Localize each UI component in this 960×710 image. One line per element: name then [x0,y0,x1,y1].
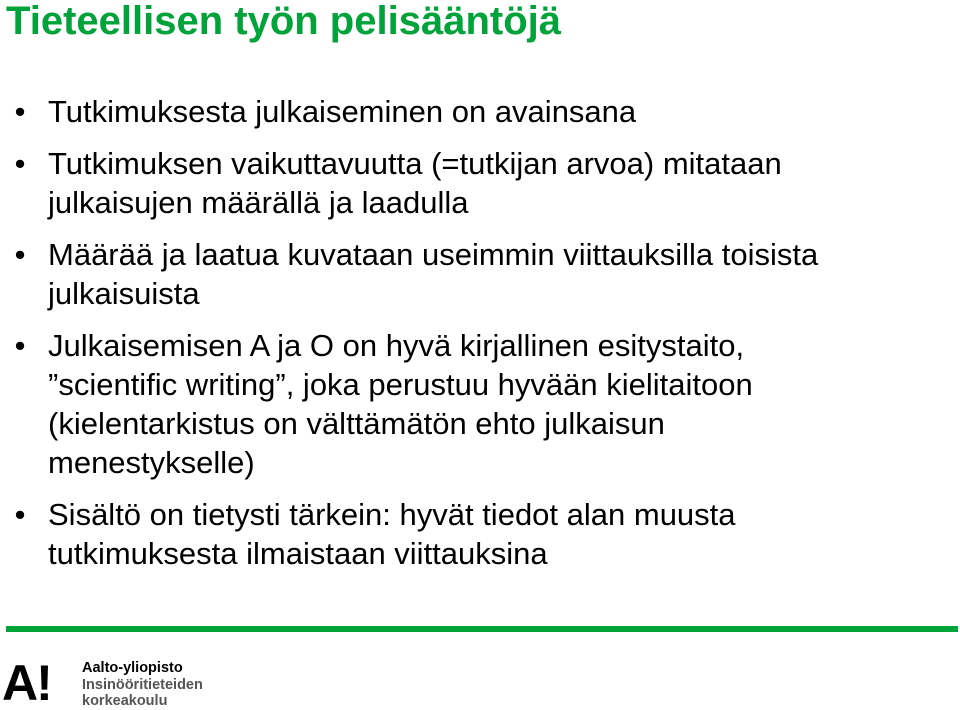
bullet-text-line: julkaisuista [48,276,200,311]
bullet-text-line: menestykselle) [48,445,255,480]
bullet-marker: • [14,146,26,181]
bullet-item [0,326,960,482]
slide-title: Tieteellisen työn pelisääntöjä [6,0,561,43]
bullet-text-line: Tutkimuksen vaikuttavuutta (=tutkijan arvoa) mitataan [48,146,782,181]
bullet-text-line: tutkimuksesta ilmaistaan viittauksina [48,536,548,571]
bullet-text-line: Julkaisemisen A ja O on hyvä kirjallinen esitystaito, [48,328,745,363]
bullet-marker: • [14,497,26,532]
bullet-text-line: (kielentarkistus on välttämätön ehto julkaisun [48,406,665,441]
logo-line-university: Aalto-yliopisto [82,660,183,676]
bullet-item [0,235,960,313]
bullet-list [0,92,960,586]
logo-line-school: Insinööritieteiden [82,676,203,693]
bullet-text-line: Määrää ja laatua kuvataan useimmin viittauksilla toisista [48,237,819,272]
logo-line-school-cont: korkeakoulu [82,693,168,709]
bullet-text-line: Tutkimuksesta julkaiseminen on avainsana [48,94,637,129]
bullet-item [0,495,960,573]
logo-text [82,660,203,710]
divider-rule [6,626,958,632]
bullet-text-line: ”scientific writing”, joka perustuu hyvään kielitaitoon [48,367,753,402]
bullet-item [0,92,960,131]
bullet-item [0,144,960,222]
aalto-logo [2,655,242,710]
bullet-text-line: Sisältö on tietysti tärkein: hyvät tiedot alan muusta [48,497,736,532]
bullet-marker: • [14,94,26,129]
bullet-marker: • [14,237,26,272]
logo-mark: A! [2,655,51,710]
bullet-text-line: julkaisujen määrällä ja laadulla [48,185,469,220]
bullet-marker: • [14,328,26,363]
